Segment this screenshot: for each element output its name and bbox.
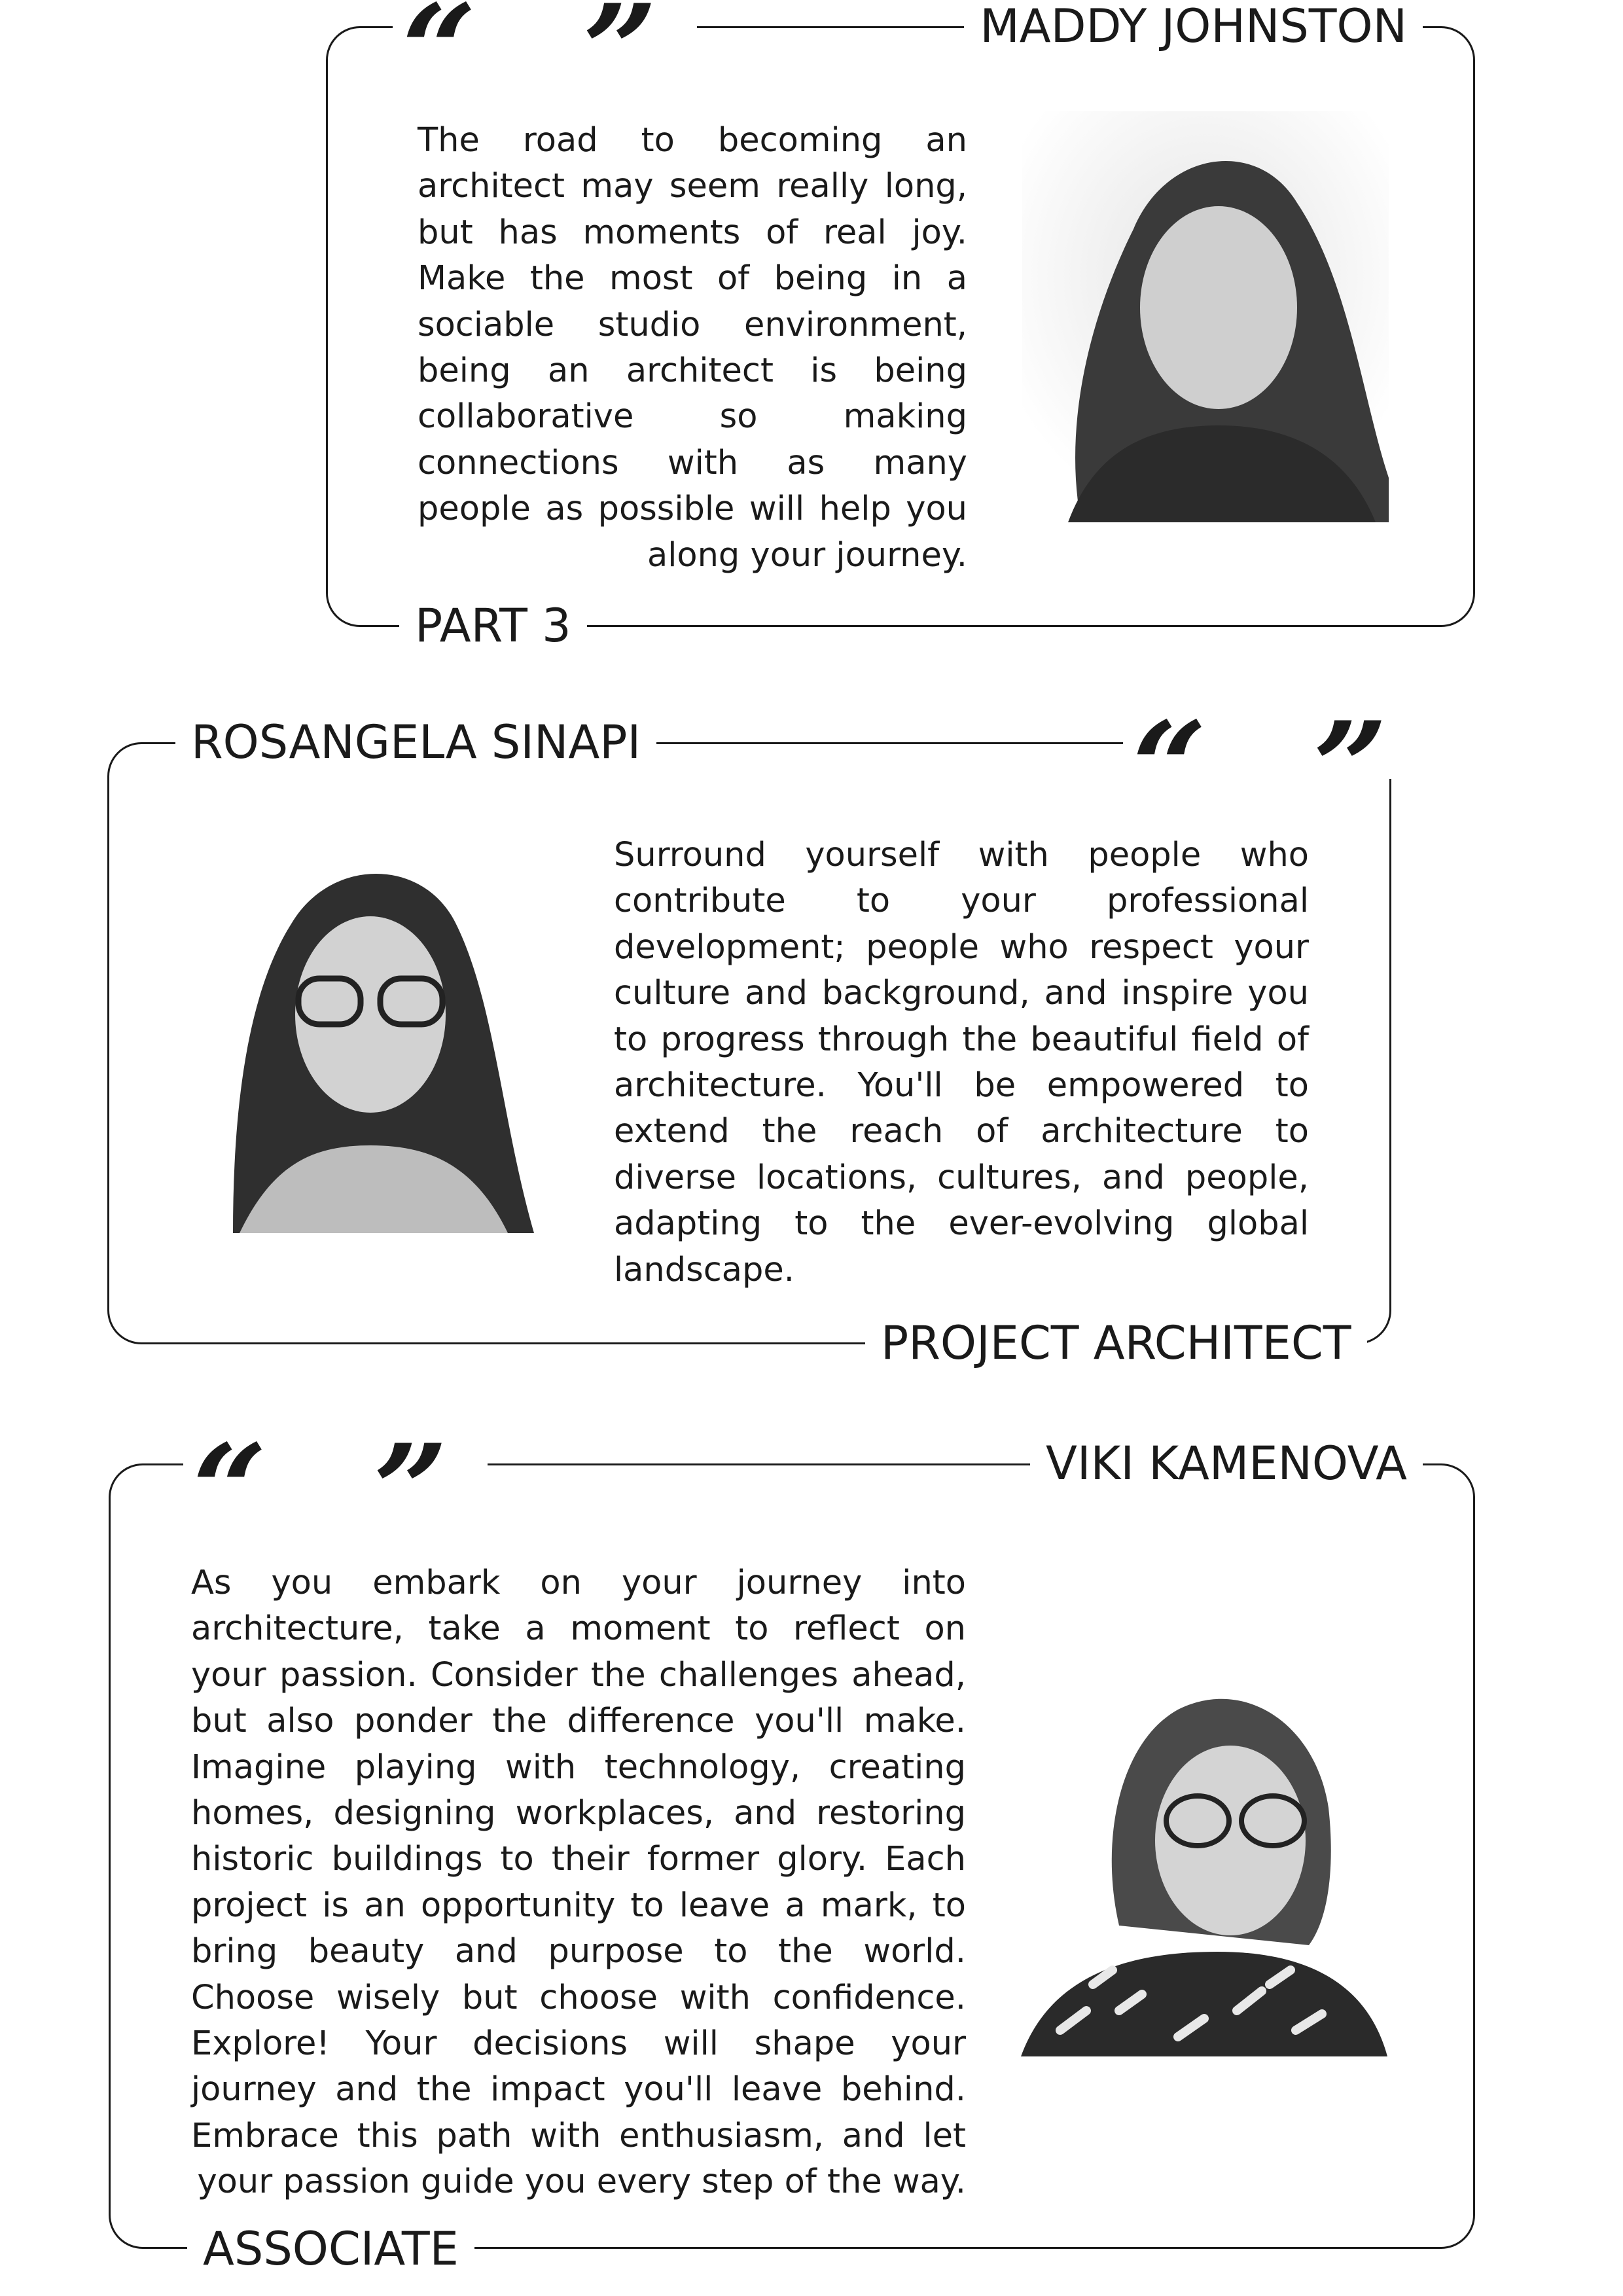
portrait-photo	[194, 838, 547, 1233]
person-role: ASSOCIATE	[187, 2223, 474, 2275]
quote-text: Surround yourself with people who contribute to your professional development; people who respect your culture and background, and inspire you to progress through the beautiful field of architecture. You'll be empowered to extend the reach of architecture to diverse locations, cultures, and people, adapting to the ever-evolving global landscape.	[614, 836, 1309, 1289]
quote-marks-icon: “ ”	[1123, 707, 1427, 779]
portrait-placeholder-icon	[1021, 1644, 1387, 2056]
quote-text: As you embark on your journey into architecture, take a moment to reflect on your passion. Consider the challenges ahead, but also ponder the difference you'll make. Imagine playing with technology, creating homes, designing workplaces, and restoring historic buildings to their former glory. Each project is an opportunity to leave a mark, to bring beauty and purpose to the world. Choose wisely but choose with confidence. Explore! Your decisions will shape your journey and the impact you'll leave behind. Embrace this path with enthusiasm, and let your passion guide you every step of the way.	[191, 1564, 966, 2202]
portrait-placeholder-icon	[194, 838, 547, 1233]
person-name: VIKI KAMENOVA	[1030, 1437, 1423, 1490]
quote-marks-icon: “ ”	[183, 1429, 488, 1501]
portrait-placeholder-icon	[1022, 111, 1389, 522]
quote-text: The road to becoming an architect may seem really long, but has moments of real joy. Make the most of being in a sociable studio environment, being an architect is being collaborative so making connections with as many people as possible will help you along your journey.	[418, 121, 967, 575]
portrait-photo	[1021, 1644, 1387, 2056]
person-role: PART 3	[399, 600, 587, 652]
person-name: ROSANGELA SINAPI	[175, 716, 656, 768]
person-role: PROJECT ARCHITECT	[865, 1317, 1367, 1369]
portrait-photo	[1022, 111, 1389, 522]
person-name: MADDY JOHNSTON	[964, 0, 1423, 52]
quote-marks-icon: “ ”	[393, 0, 697, 62]
